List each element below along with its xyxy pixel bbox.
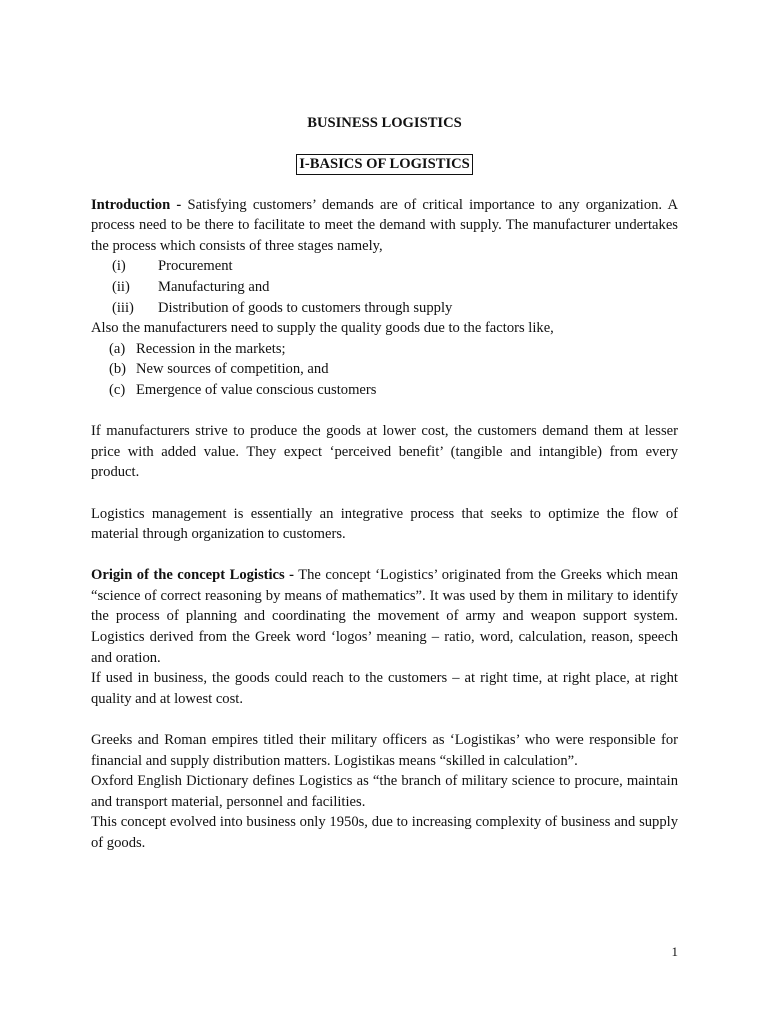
list-item (91, 298, 678, 319)
management-paragraph: Logistics management is essentially an integrative process that seeks to optimize the flow of material through organization to customers. (91, 505, 678, 543)
business-paragraph: If used in business, the goods could reach to the customers – at right time, at right place, at right quality and at lowest cost. (91, 670, 678, 707)
spacer (91, 401, 678, 422)
introduction-text: Satisfying customers’ demands are of critical importance to any organization. A process need to be there to facilitate to meet the demand with supply. The manufacturer undertakes the process which consists of three stages namely, (91, 196, 678, 254)
list-item-number: (i) (112, 258, 126, 275)
list-item-number: (c) (109, 381, 126, 398)
oxford-paragraph: Oxford English Dictionary defines Logistics as “the branch of military science to procure, maintain and transport material, personnel and facilities. (91, 773, 678, 810)
list-item-text: New sources of competition, and (136, 361, 329, 378)
list-item (91, 277, 678, 298)
list-item-number: (a) (109, 340, 126, 357)
spacer (91, 176, 678, 195)
list-item-text: Recession in the markets; (136, 340, 286, 357)
spacer (91, 483, 678, 504)
page-number: 1 (671, 944, 678, 959)
factors-lead-paragraph: Also the manufacturers need to supply the quality goods due to the factors like, (91, 320, 554, 337)
stages-list (91, 256, 678, 318)
list-item-text: Procurement (158, 258, 233, 275)
factors-list (91, 339, 678, 401)
document-body (91, 113, 678, 854)
spacer (91, 709, 678, 730)
list-item (91, 380, 678, 401)
list-item-number: (ii) (112, 278, 130, 295)
introduction-paragraph (91, 195, 678, 257)
origin-paragraph (91, 565, 678, 668)
list-item-number: (iii) (112, 299, 134, 316)
list-item-number: (b) (109, 361, 127, 378)
evolution-paragraph: This concept evolved into business only 1950s, due to increasing complexity of business and supply of goods. (91, 814, 678, 851)
list-item (91, 256, 678, 277)
spacer (91, 545, 678, 566)
list-item-text: Distribution of goods to customers through supply (158, 299, 453, 316)
cost-paragraph: If manufacturers strive to produce the goods at lower cost, the customers demand them at lesser price with added value. They expect ‘perceived benefit’ (tangible and intangible) from every product. (91, 423, 678, 481)
section-heading-wrapper (91, 154, 678, 176)
origin-heading: Origin of the concept Logistics - (91, 567, 295, 584)
origin-text: The concept ‘Logistics’ originated from the Greeks which mean “science of correct reasoning by means of mathematics”. It was used by them in military to identify the process of planning and coordinating the movement of army and weapon support system. Logistics derived from the Greek word ‘logos’ meaning – ratio, word, calculation, reason, speech and oration. (91, 567, 678, 666)
list-item (91, 339, 678, 360)
introduction-heading: Introduction - (91, 196, 182, 213)
section-heading: I-BASICS OF LOGISTICS (296, 154, 473, 175)
document-title: BUSINESS LOGISTICS (307, 115, 462, 131)
list-item-text: Emergence of value conscious customers (136, 381, 377, 398)
list-item-text: Manufacturing and (158, 278, 270, 295)
list-item (91, 359, 678, 380)
greeks-paragraph: Greeks and Roman empires titled their military officers as ‘Logistikas’ who were responsible for financial and supply distribution matters. Logistikas means “skilled in calculation”. (91, 732, 678, 769)
